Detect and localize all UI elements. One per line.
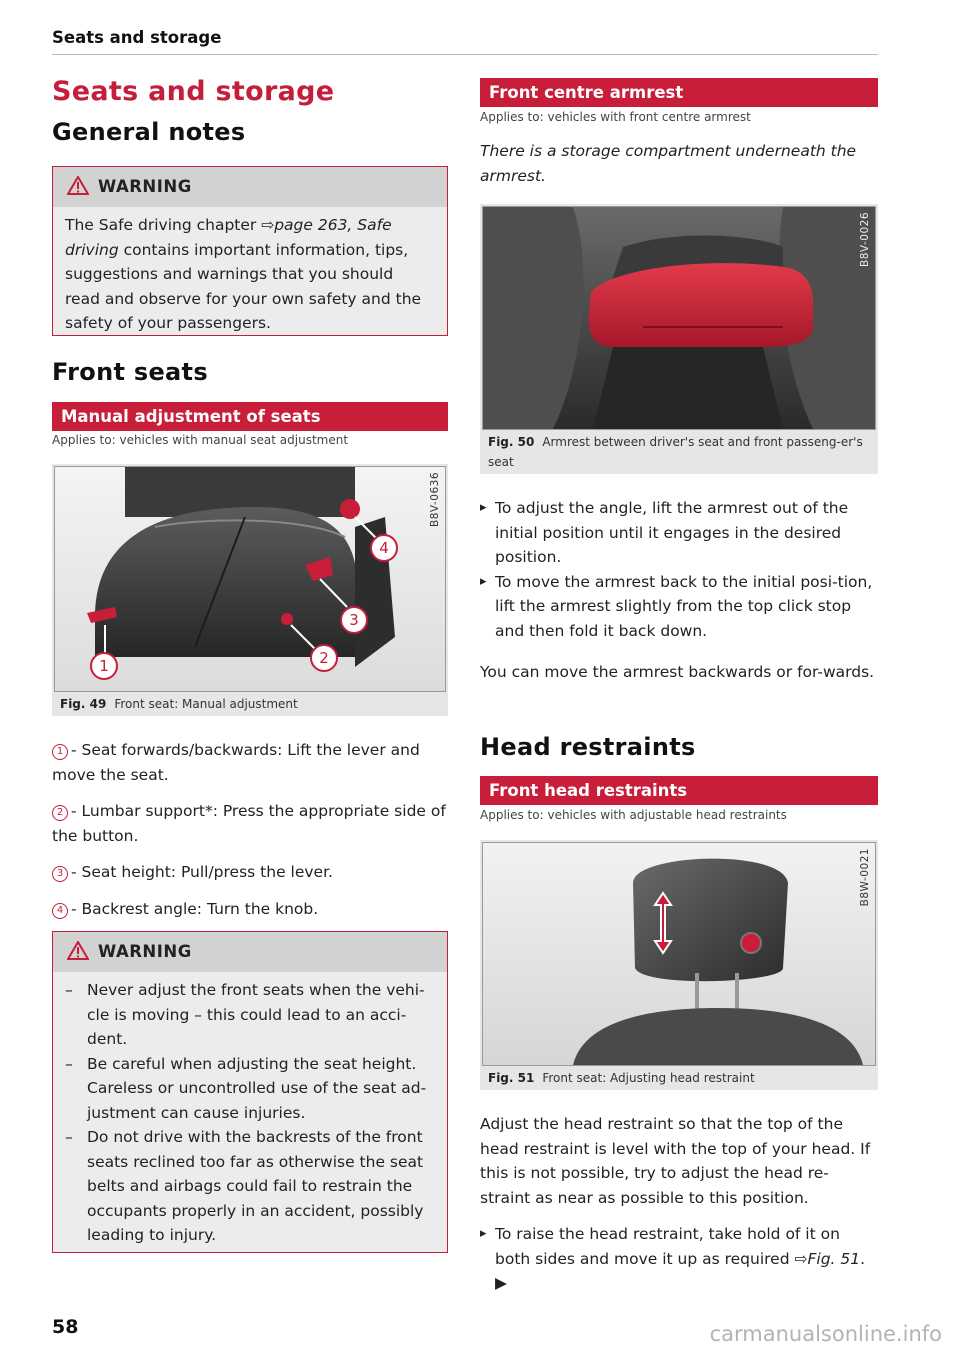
control-item: 1 - Seat forwards/backwards: Lift the lever and move the seat. — [52, 741, 420, 784]
head-restraint-drawing — [483, 843, 876, 1065]
figure-code: B8V-0026 — [859, 212, 871, 267]
callout-3: 3 — [340, 606, 368, 634]
page-reference-link[interactable]: page 263, Safe driving — [65, 216, 392, 259]
figure-49 — [52, 464, 448, 716]
callout-4: 4 — [370, 534, 398, 562]
warning-label: WARNING — [98, 177, 192, 196]
step-item: ▸ To adjust the angle, lift the armrest out of the initial position until it engages in the desired position. — [480, 496, 878, 570]
figure-code: B8W-0021 — [859, 848, 871, 907]
figure-caption: Fig. 50 Armrest between driver's seat and front passeng-er's seat — [488, 435, 863, 469]
control-item: 3 - Seat height: Pull/press the lever. — [52, 860, 448, 885]
step-item: ▸ To move the armrest back to the initial posi-tion, lift the armrest slightly from the top click stop and then fold it back down. — [480, 570, 878, 644]
armrest-steps — [480, 496, 878, 643]
watermark: carmanualsonline.info — [709, 1322, 942, 1346]
manual-adjustment-heading: Manual adjustment of seats — [52, 402, 448, 431]
warning-text-cont: contains important information, tips, suggestions and warnings that you should read and observe for your own safety and the safety of your passengers. — [65, 240, 422, 332]
applies-to-armrest: Applies to: vehicles with front centre armrest — [480, 110, 751, 124]
warning-triangle-icon — [67, 941, 89, 960]
warning-item: – Never adjust the front seats when the vehi-cle is moving – this could lead to an acci-dent. — [65, 978, 433, 1052]
warning-item: – Do not drive with the backrests of the front seats reclined too far as otherwise the seat belts and airbags could fail to restrain the occupants properly in an accident, possibly leading to injury. — [65, 1125, 433, 1248]
head-restraint-paragraph: Adjust the head restraint so that the top of the head restraint is level with the top of your head. If this is not possible, try to adjust the head re-straint as near as possible to this position. — [480, 1115, 871, 1207]
front-centre-armrest-heading: Front centre armrest — [480, 78, 878, 107]
page-number: 58 — [52, 1316, 79, 1338]
chapter-title: Seats and storage — [52, 76, 335, 107]
control-item: 2 - Lumbar support*: Press the appropriate side of the button. — [52, 802, 446, 845]
figure-caption: Fig. 49 Front seat: Manual adjustment — [60, 697, 298, 711]
armrest-note: You can move the armrest backwards or for-wards. — [480, 663, 875, 681]
armrest-illustration — [482, 206, 876, 430]
warning-item: – Be careful when adjusting the seat height. Careless or uncontrolled use of the seat ad-justment can cause injuries. — [65, 1052, 433, 1126]
warning-box-general — [52, 166, 448, 336]
control-item: 4 - Backrest angle: Turn the knob. — [52, 897, 448, 922]
warning-header — [53, 167, 447, 207]
warning-list — [65, 978, 433, 1248]
front-head-restraints-heading: Front head restraints — [480, 776, 878, 805]
ref-arrow-icon: ⇨ — [261, 216, 275, 234]
continue-arrow-icon: . ▶ — [495, 1249, 866, 1292]
figure-reference-link[interactable]: Fig. 51 — [807, 1249, 861, 1268]
head-restraints-heading: Head restraints — [480, 733, 696, 761]
general-notes-heading: General notes — [52, 118, 246, 146]
warning-body — [53, 972, 447, 1256]
warning-triangle-icon — [67, 176, 89, 195]
callout-2: 2 — [310, 644, 338, 672]
head-restraint-steps — [480, 1222, 878, 1296]
applies-to-manual: Applies to: vehicles with manual seat adjustment — [52, 433, 349, 447]
armrest-intro: There is a storage compartment underneath the armrest. — [480, 142, 857, 185]
figure-50 — [480, 204, 878, 474]
armrest-drawing — [483, 207, 876, 429]
warning-box-seats — [52, 931, 448, 1253]
figure-51 — [480, 840, 878, 1090]
ref-arrow-icon: ⇨ — [794, 1249, 808, 1268]
applies-to-head-restraints: Applies to: vehicles with adjustable head restraints — [480, 808, 787, 822]
controls-list — [52, 738, 448, 921]
front-seats-heading: Front seats — [52, 358, 208, 386]
warning-header — [53, 932, 447, 972]
warning-body — [53, 207, 447, 344]
figure-code: B8V-0636 — [429, 472, 441, 527]
figure-caption: Fig. 51 Front seat: Adjusting head restraint — [488, 1071, 755, 1085]
head-restraint-illustration — [482, 842, 876, 1066]
step-item: ▸ To raise the head restraint, take hold of it on both sides and move it up as required ⇨Fig. 51. ▶ — [480, 1222, 878, 1296]
running-head: Seats and storage — [52, 28, 878, 55]
callout-1: 1 — [90, 652, 118, 680]
warning-text: The Safe driving chapter — [65, 216, 262, 234]
warning-label: WARNING — [98, 942, 192, 961]
